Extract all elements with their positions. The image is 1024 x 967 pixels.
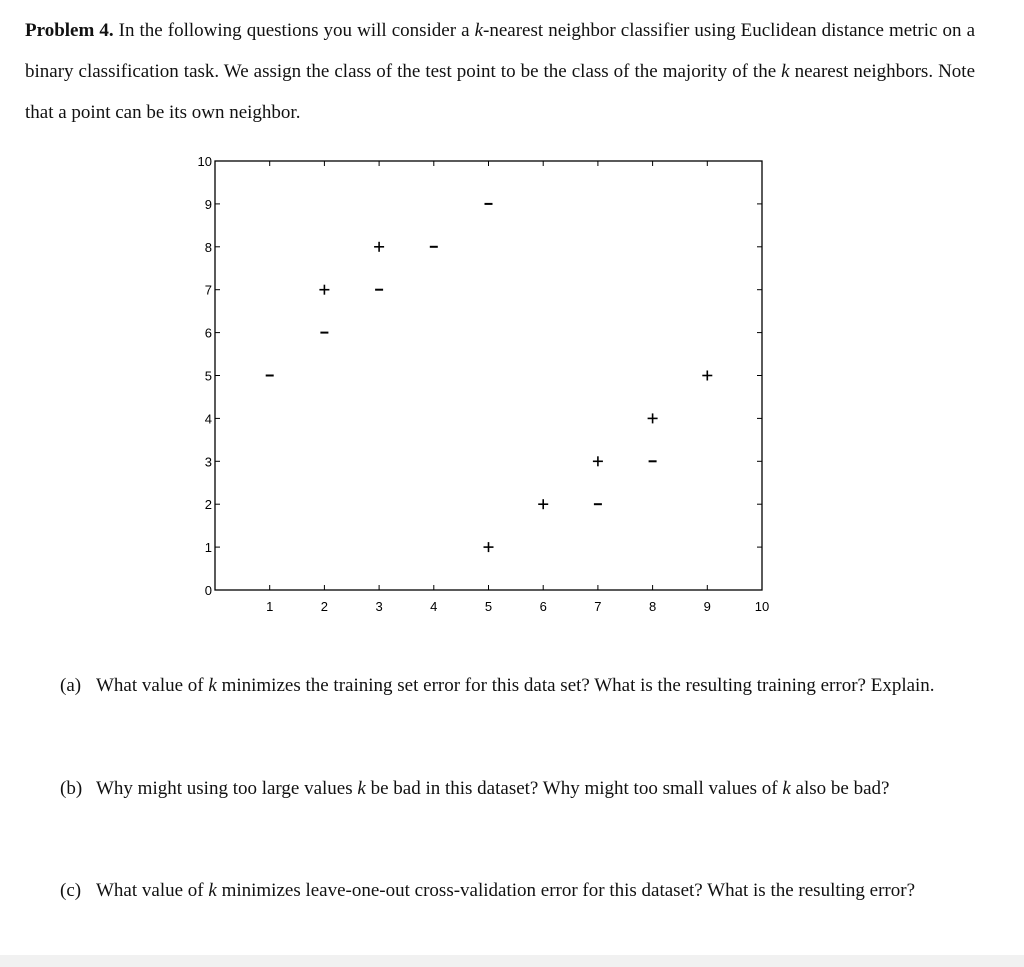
x-tick-label: 4: [430, 599, 438, 614]
question-a-part1: What value of: [96, 675, 209, 696]
x-tick-label: 10: [754, 599, 770, 614]
question-a: [60, 665, 950, 706]
problem-title: Problem 4.: [25, 20, 114, 41]
question-b-k: k: [357, 778, 366, 799]
question-c-part2: minimizes leave-one-out cross-validation error for this dataset? What is the resulting error?: [216, 880, 915, 901]
problem-intro-2: -nearest neighbor classifier using Euclidean distance metric on a binary classification task. We assign the class of the test point to be the class of the majority of the: [25, 20, 975, 82]
x-tick-label: 9: [703, 599, 711, 614]
question-c-label: (c): [60, 880, 82, 901]
problem-intro-1: In the following questions you will consider a: [118, 20, 475, 41]
x-tick-label: 8: [648, 599, 657, 614]
problem-statement: [25, 10, 975, 133]
question-c-k: k: [208, 880, 217, 901]
y-tick-label: 1: [204, 540, 212, 556]
y-tick-label: 2: [204, 497, 212, 513]
plot-axes-box: [215, 161, 762, 590]
x-tick-label: 2: [320, 599, 329, 614]
y-tick-label: 8: [204, 239, 212, 255]
question-a-label: (a): [60, 675, 82, 696]
question-b-part3: also be bad?: [790, 778, 890, 799]
question-b-k2: k: [782, 778, 791, 799]
y-tick-label: 3: [204, 454, 212, 470]
question-b-part1: Why might using too large values: [96, 778, 358, 799]
y-tick-label: 6: [204, 325, 212, 341]
problem-k-variable: k: [474, 20, 484, 41]
question-b: [60, 768, 950, 809]
question-a-k: k: [208, 675, 217, 696]
y-tick-label: 5: [204, 368, 212, 384]
y-tick-label: 7: [204, 282, 212, 298]
plus-point: [374, 242, 384, 252]
question-b-label: (b): [60, 778, 83, 799]
question-c: [60, 870, 950, 911]
question-c-part1: What value of: [96, 880, 209, 901]
problem-intro-3: nearest neighbors. Note that a point can be its own neighbor.: [25, 61, 976, 123]
plus-point: [593, 456, 603, 466]
question-b-part2: be bad in this dataset? Why might too small values of: [365, 778, 783, 799]
question-b-text: [96, 768, 950, 809]
x-tick-label: 6: [539, 599, 547, 614]
plus-point: [319, 285, 329, 295]
page-bottom-strip: [0, 955, 1024, 967]
plus-point: [702, 371, 712, 381]
plus-point: [538, 499, 548, 509]
x-tick-label: 3: [375, 599, 383, 614]
plot-points: [266, 204, 713, 552]
y-tick-label: 9: [204, 196, 212, 212]
x-tick-label: 5: [484, 599, 493, 614]
y-tick-label: 0: [204, 583, 212, 598]
problem-k-variable-2: k: [781, 61, 790, 82]
plus-point: [648, 413, 658, 423]
x-tick-label: 1: [266, 599, 274, 614]
plot-tick-labels: [198, 154, 770, 614]
plot-ticks: [215, 161, 762, 590]
x-tick-label: 7: [594, 599, 602, 614]
y-tick-label: 10: [197, 154, 212, 169]
question-c-text: [96, 870, 950, 911]
plot-frame: [215, 161, 762, 590]
question-a-part2: minimizes the training set error for this data set? What is the resulting training error? Explain.: [216, 675, 935, 696]
y-tick-label: 4: [204, 411, 212, 427]
plus-point: [484, 542, 494, 552]
question-a-text: [96, 665, 950, 706]
